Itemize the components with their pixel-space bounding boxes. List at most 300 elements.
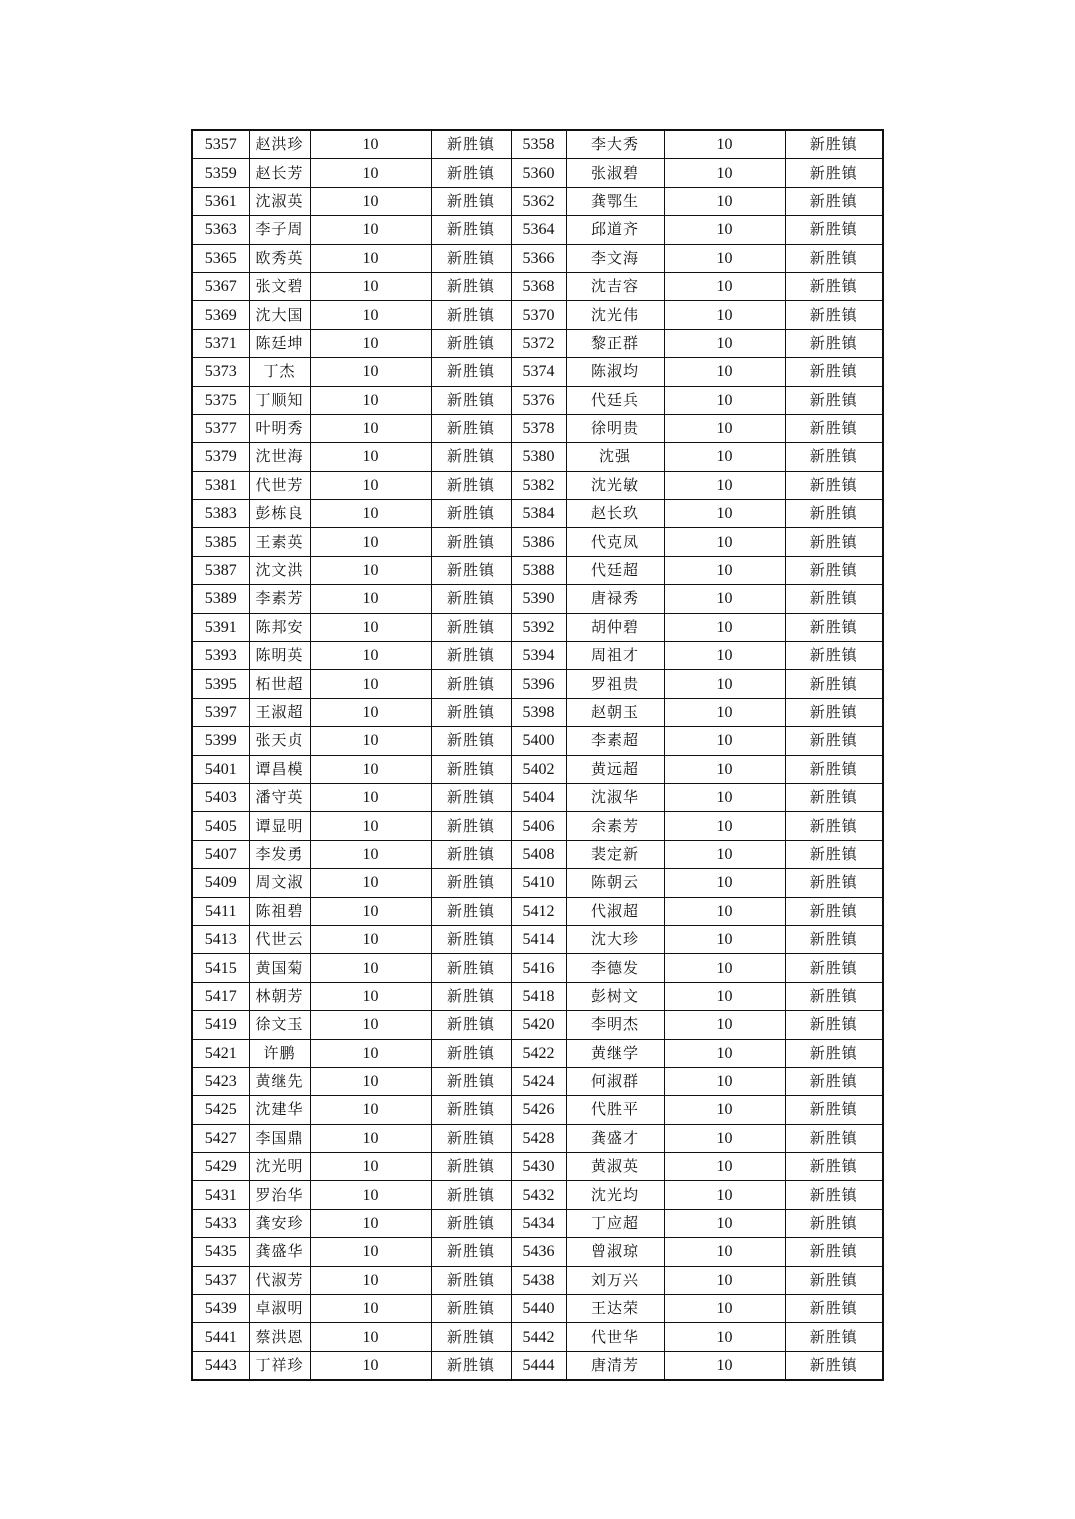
amount-cell: 10 xyxy=(310,471,431,499)
record-id-cell: 5403 xyxy=(192,783,249,811)
table-row xyxy=(192,556,883,584)
town-name-cell: 新胜镇 xyxy=(785,727,883,755)
record-id-cell: 5421 xyxy=(192,1039,249,1067)
town-name-cell: 新胜镇 xyxy=(431,698,511,726)
record-id-cell: 5442 xyxy=(511,1323,566,1351)
person-name-cell: 何淑群 xyxy=(566,1067,664,1095)
amount-cell: 10 xyxy=(664,755,785,783)
amount-cell: 10 xyxy=(664,272,785,300)
amount-cell: 10 xyxy=(664,301,785,329)
person-name-cell: 陈祖碧 xyxy=(249,897,310,925)
record-id-cell: 5423 xyxy=(192,1067,249,1095)
table-row xyxy=(192,1181,883,1209)
town-name-cell: 新胜镇 xyxy=(431,386,511,414)
person-name-cell: 余素芳 xyxy=(566,812,664,840)
person-name-cell: 王达荣 xyxy=(566,1295,664,1323)
town-name-cell: 新胜镇 xyxy=(431,443,511,471)
town-name-cell: 新胜镇 xyxy=(431,783,511,811)
town-name-cell: 新胜镇 xyxy=(431,1295,511,1323)
amount-cell: 10 xyxy=(664,1209,785,1237)
town-name-cell: 新胜镇 xyxy=(431,1238,511,1266)
roster-table xyxy=(191,129,884,1381)
person-name-cell: 欧秀英 xyxy=(249,244,310,272)
person-name-cell: 代淑超 xyxy=(566,897,664,925)
record-id-cell: 5390 xyxy=(511,585,566,613)
amount-cell: 10 xyxy=(310,642,431,670)
amount-cell: 10 xyxy=(310,272,431,300)
person-name-cell: 沈光均 xyxy=(566,1181,664,1209)
table-row xyxy=(192,954,883,982)
amount-cell: 10 xyxy=(664,187,785,215)
person-name-cell: 代廷兵 xyxy=(566,386,664,414)
record-id-cell: 5410 xyxy=(511,869,566,897)
person-name-cell: 李子周 xyxy=(249,216,310,244)
record-id-cell: 5396 xyxy=(511,670,566,698)
amount-cell: 10 xyxy=(310,1124,431,1152)
town-name-cell: 新胜镇 xyxy=(431,642,511,670)
record-id-cell: 5413 xyxy=(192,925,249,953)
amount-cell: 10 xyxy=(664,1096,785,1124)
table-row xyxy=(192,130,883,159)
record-id-cell: 5392 xyxy=(511,613,566,641)
town-name-cell: 新胜镇 xyxy=(785,1124,883,1152)
record-id-cell: 5399 xyxy=(192,727,249,755)
person-name-cell: 罗祖贵 xyxy=(566,670,664,698)
amount-cell: 10 xyxy=(664,244,785,272)
record-id-cell: 5361 xyxy=(192,187,249,215)
town-name-cell: 新胜镇 xyxy=(431,897,511,925)
record-id-cell: 5424 xyxy=(511,1067,566,1095)
person-name-cell: 代世华 xyxy=(566,1323,664,1351)
amount-cell: 10 xyxy=(310,698,431,726)
record-id-cell: 5371 xyxy=(192,329,249,357)
amount-cell: 10 xyxy=(664,1011,785,1039)
table-row xyxy=(192,1238,883,1266)
amount-cell: 10 xyxy=(664,1124,785,1152)
person-name-cell: 沈光伟 xyxy=(566,301,664,329)
record-id-cell: 5386 xyxy=(511,528,566,556)
amount-cell: 10 xyxy=(664,414,785,442)
amount-cell: 10 xyxy=(664,528,785,556)
amount-cell: 10 xyxy=(664,1238,785,1266)
amount-cell: 10 xyxy=(664,556,785,584)
town-name-cell: 新胜镇 xyxy=(431,585,511,613)
town-name-cell: 新胜镇 xyxy=(431,670,511,698)
amount-cell: 10 xyxy=(664,727,785,755)
record-id-cell: 5398 xyxy=(511,698,566,726)
amount-cell: 10 xyxy=(310,869,431,897)
table-row xyxy=(192,783,883,811)
town-name-cell: 新胜镇 xyxy=(431,528,511,556)
record-id-cell: 5359 xyxy=(192,159,249,187)
person-name-cell: 沈光明 xyxy=(249,1153,310,1181)
amount-cell: 10 xyxy=(664,358,785,386)
town-name-cell: 新胜镇 xyxy=(431,925,511,953)
town-name-cell: 新胜镇 xyxy=(785,670,883,698)
town-name-cell: 新胜镇 xyxy=(431,1039,511,1067)
town-name-cell: 新胜镇 xyxy=(785,1039,883,1067)
table-row xyxy=(192,1039,883,1067)
amount-cell: 10 xyxy=(664,642,785,670)
town-name-cell: 新胜镇 xyxy=(431,1011,511,1039)
amount-cell: 10 xyxy=(664,1153,785,1181)
person-name-cell: 沈建华 xyxy=(249,1096,310,1124)
town-name-cell: 新胜镇 xyxy=(431,159,511,187)
person-name-cell: 沈强 xyxy=(566,443,664,471)
town-name-cell: 新胜镇 xyxy=(785,755,883,783)
table-row xyxy=(192,840,883,868)
record-id-cell: 5408 xyxy=(511,840,566,868)
town-name-cell: 新胜镇 xyxy=(785,358,883,386)
record-id-cell: 5368 xyxy=(511,272,566,300)
record-id-cell: 5443 xyxy=(192,1351,249,1380)
person-name-cell: 黄继先 xyxy=(249,1067,310,1095)
person-name-cell: 沈大珍 xyxy=(566,925,664,953)
amount-cell: 10 xyxy=(310,1351,431,1380)
person-name-cell: 代胜平 xyxy=(566,1096,664,1124)
amount-cell: 10 xyxy=(664,812,785,840)
table-row xyxy=(192,585,883,613)
person-name-cell: 李素芳 xyxy=(249,585,310,613)
amount-cell: 10 xyxy=(664,1039,785,1067)
record-id-cell: 5382 xyxy=(511,471,566,499)
amount-cell: 10 xyxy=(664,471,785,499)
town-name-cell: 新胜镇 xyxy=(785,982,883,1010)
person-name-cell: 赵长芳 xyxy=(249,159,310,187)
town-name-cell: 新胜镇 xyxy=(431,982,511,1010)
record-id-cell: 5374 xyxy=(511,358,566,386)
table-row xyxy=(192,698,883,726)
person-name-cell: 黎正群 xyxy=(566,329,664,357)
record-id-cell: 5375 xyxy=(192,386,249,414)
person-name-cell: 许鹏 xyxy=(249,1039,310,1067)
town-name-cell: 新胜镇 xyxy=(431,954,511,982)
person-name-cell: 沈淑英 xyxy=(249,187,310,215)
town-name-cell: 新胜镇 xyxy=(431,500,511,528)
table-row xyxy=(192,897,883,925)
amount-cell: 10 xyxy=(664,159,785,187)
table-row xyxy=(192,869,883,897)
record-id-cell: 5441 xyxy=(192,1323,249,1351)
town-name-cell: 新胜镇 xyxy=(431,1067,511,1095)
person-name-cell: 谭显明 xyxy=(249,812,310,840)
person-name-cell: 代世云 xyxy=(249,925,310,953)
person-name-cell: 陈廷坤 xyxy=(249,329,310,357)
amount-cell: 10 xyxy=(310,386,431,414)
amount-cell: 10 xyxy=(310,982,431,1010)
amount-cell: 10 xyxy=(664,670,785,698)
person-name-cell: 唐清芳 xyxy=(566,1351,664,1380)
person-name-cell: 张文碧 xyxy=(249,272,310,300)
amount-cell: 10 xyxy=(310,528,431,556)
town-name-cell: 新胜镇 xyxy=(785,1295,883,1323)
amount-cell: 10 xyxy=(664,216,785,244)
town-name-cell: 新胜镇 xyxy=(785,386,883,414)
amount-cell: 10 xyxy=(664,613,785,641)
person-name-cell: 裴定新 xyxy=(566,840,664,868)
town-name-cell: 新胜镇 xyxy=(785,1209,883,1237)
record-id-cell: 5388 xyxy=(511,556,566,584)
record-id-cell: 5389 xyxy=(192,585,249,613)
town-name-cell: 新胜镇 xyxy=(785,159,883,187)
person-name-cell: 叶明秀 xyxy=(249,414,310,442)
table-row xyxy=(192,812,883,840)
amount-cell: 10 xyxy=(664,1323,785,1351)
amount-cell: 10 xyxy=(664,897,785,925)
record-id-cell: 5425 xyxy=(192,1096,249,1124)
town-name-cell: 新胜镇 xyxy=(785,471,883,499)
amount-cell: 10 xyxy=(310,1238,431,1266)
person-name-cell: 沈世海 xyxy=(249,443,310,471)
town-name-cell: 新胜镇 xyxy=(431,1181,511,1209)
town-name-cell: 新胜镇 xyxy=(785,840,883,868)
record-id-cell: 5432 xyxy=(511,1181,566,1209)
person-name-cell: 唐禄秀 xyxy=(566,585,664,613)
amount-cell: 10 xyxy=(664,329,785,357)
amount-cell: 10 xyxy=(310,1266,431,1294)
person-name-cell: 黄淑英 xyxy=(566,1153,664,1181)
person-name-cell: 龚安珍 xyxy=(249,1209,310,1237)
town-name-cell: 新胜镇 xyxy=(785,613,883,641)
amount-cell: 10 xyxy=(664,954,785,982)
record-id-cell: 5369 xyxy=(192,301,249,329)
record-id-cell: 5439 xyxy=(192,1295,249,1323)
person-name-cell: 彭树文 xyxy=(566,982,664,1010)
town-name-cell: 新胜镇 xyxy=(785,528,883,556)
person-name-cell: 沈淑华 xyxy=(566,783,664,811)
town-name-cell: 新胜镇 xyxy=(785,642,883,670)
record-id-cell: 5433 xyxy=(192,1209,249,1237)
amount-cell: 10 xyxy=(664,443,785,471)
person-name-cell: 李发勇 xyxy=(249,840,310,868)
record-id-cell: 5366 xyxy=(511,244,566,272)
amount-cell: 10 xyxy=(664,1351,785,1380)
town-name-cell: 新胜镇 xyxy=(431,329,511,357)
town-name-cell: 新胜镇 xyxy=(431,216,511,244)
record-id-cell: 5407 xyxy=(192,840,249,868)
table-row xyxy=(192,272,883,300)
amount-cell: 10 xyxy=(310,670,431,698)
person-name-cell: 黄继学 xyxy=(566,1039,664,1067)
amount-cell: 10 xyxy=(310,727,431,755)
record-id-cell: 5422 xyxy=(511,1039,566,1067)
table-row xyxy=(192,500,883,528)
amount-cell: 10 xyxy=(310,755,431,783)
town-name-cell: 新胜镇 xyxy=(431,727,511,755)
record-id-cell: 5429 xyxy=(192,1153,249,1181)
person-name-cell: 沈大国 xyxy=(249,301,310,329)
record-id-cell: 5395 xyxy=(192,670,249,698)
record-id-cell: 5362 xyxy=(511,187,566,215)
record-id-cell: 5393 xyxy=(192,642,249,670)
amount-cell: 10 xyxy=(310,187,431,215)
town-name-cell: 新胜镇 xyxy=(785,812,883,840)
table-row xyxy=(192,642,883,670)
person-name-cell: 龚盛华 xyxy=(249,1238,310,1266)
table-row xyxy=(192,1124,883,1152)
town-name-cell: 新胜镇 xyxy=(431,840,511,868)
town-name-cell: 新胜镇 xyxy=(785,925,883,953)
record-id-cell: 5380 xyxy=(511,443,566,471)
person-name-cell: 徐文玉 xyxy=(249,1011,310,1039)
town-name-cell: 新胜镇 xyxy=(431,1323,511,1351)
person-name-cell: 黄国菊 xyxy=(249,954,310,982)
record-id-cell: 5416 xyxy=(511,954,566,982)
record-id-cell: 5417 xyxy=(192,982,249,1010)
table-row xyxy=(192,216,883,244)
record-id-cell: 5402 xyxy=(511,755,566,783)
amount-cell: 10 xyxy=(664,585,785,613)
record-id-cell: 5431 xyxy=(192,1181,249,1209)
table-row xyxy=(192,471,883,499)
table-row xyxy=(192,443,883,471)
town-name-cell: 新胜镇 xyxy=(431,130,511,159)
record-id-cell: 5437 xyxy=(192,1266,249,1294)
record-id-cell: 5357 xyxy=(192,130,249,159)
record-id-cell: 5412 xyxy=(511,897,566,925)
record-id-cell: 5377 xyxy=(192,414,249,442)
record-id-cell: 5411 xyxy=(192,897,249,925)
person-name-cell: 李明杰 xyxy=(566,1011,664,1039)
person-name-cell: 代克凤 xyxy=(566,528,664,556)
record-id-cell: 5436 xyxy=(511,1238,566,1266)
person-name-cell: 龚鄂生 xyxy=(566,187,664,215)
town-name-cell: 新胜镇 xyxy=(431,358,511,386)
town-name-cell: 新胜镇 xyxy=(431,272,511,300)
table-row xyxy=(192,1266,883,1294)
person-name-cell: 邱道齐 xyxy=(566,216,664,244)
record-id-cell: 5400 xyxy=(511,727,566,755)
record-id-cell: 5367 xyxy=(192,272,249,300)
amount-cell: 10 xyxy=(664,783,785,811)
amount-cell: 10 xyxy=(310,897,431,925)
record-id-cell: 5430 xyxy=(511,1153,566,1181)
record-id-cell: 5405 xyxy=(192,812,249,840)
amount-cell: 10 xyxy=(664,869,785,897)
person-name-cell: 刘万兴 xyxy=(566,1266,664,1294)
town-name-cell: 新胜镇 xyxy=(431,1266,511,1294)
amount-cell: 10 xyxy=(310,1209,431,1237)
town-name-cell: 新胜镇 xyxy=(785,1181,883,1209)
amount-cell: 10 xyxy=(310,1039,431,1067)
record-id-cell: 5406 xyxy=(511,812,566,840)
amount-cell: 10 xyxy=(310,840,431,868)
amount-cell: 10 xyxy=(664,500,785,528)
record-id-cell: 5376 xyxy=(511,386,566,414)
roster-body xyxy=(192,130,883,1380)
record-id-cell: 5381 xyxy=(192,471,249,499)
person-name-cell: 沈光敏 xyxy=(566,471,664,499)
person-name-cell: 张淑碧 xyxy=(566,159,664,187)
table-row xyxy=(192,727,883,755)
record-id-cell: 5384 xyxy=(511,500,566,528)
town-name-cell: 新胜镇 xyxy=(431,1351,511,1380)
person-name-cell: 代廷超 xyxy=(566,556,664,584)
person-name-cell: 赵长玖 xyxy=(566,500,664,528)
table-row xyxy=(192,1153,883,1181)
person-name-cell: 陈邦安 xyxy=(249,613,310,641)
table-row xyxy=(192,982,883,1010)
town-name-cell: 新胜镇 xyxy=(431,414,511,442)
town-name-cell: 新胜镇 xyxy=(785,1011,883,1039)
record-id-cell: 5428 xyxy=(511,1124,566,1152)
person-name-cell: 赵洪珍 xyxy=(249,130,310,159)
town-name-cell: 新胜镇 xyxy=(785,329,883,357)
record-id-cell: 5372 xyxy=(511,329,566,357)
person-name-cell: 沈文洪 xyxy=(249,556,310,584)
town-name-cell: 新胜镇 xyxy=(431,869,511,897)
table-row xyxy=(192,187,883,215)
town-name-cell: 新胜镇 xyxy=(785,783,883,811)
record-id-cell: 5385 xyxy=(192,528,249,556)
record-id-cell: 5418 xyxy=(511,982,566,1010)
town-name-cell: 新胜镇 xyxy=(431,301,511,329)
record-id-cell: 5414 xyxy=(511,925,566,953)
person-name-cell: 林朝芳 xyxy=(249,982,310,1010)
amount-cell: 10 xyxy=(310,216,431,244)
town-name-cell: 新胜镇 xyxy=(785,954,883,982)
person-name-cell: 彭栋良 xyxy=(249,500,310,528)
town-name-cell: 新胜镇 xyxy=(785,216,883,244)
town-name-cell: 新胜镇 xyxy=(431,1124,511,1152)
town-name-cell: 新胜镇 xyxy=(785,869,883,897)
town-name-cell: 新胜镇 xyxy=(785,1153,883,1181)
person-name-cell: 丁祥珍 xyxy=(249,1351,310,1380)
table-row xyxy=(192,1351,883,1380)
person-name-cell: 黄远超 xyxy=(566,755,664,783)
amount-cell: 10 xyxy=(310,1295,431,1323)
person-name-cell: 陈明英 xyxy=(249,642,310,670)
amount-cell: 10 xyxy=(310,443,431,471)
record-id-cell: 5404 xyxy=(511,783,566,811)
town-name-cell: 新胜镇 xyxy=(785,500,883,528)
amount-cell: 10 xyxy=(310,613,431,641)
person-name-cell: 代淑芳 xyxy=(249,1266,310,1294)
person-name-cell: 徐明贵 xyxy=(566,414,664,442)
town-name-cell: 新胜镇 xyxy=(785,1096,883,1124)
amount-cell: 10 xyxy=(310,130,431,159)
record-id-cell: 5373 xyxy=(192,358,249,386)
town-name-cell: 新胜镇 xyxy=(785,698,883,726)
record-id-cell: 5434 xyxy=(511,1209,566,1237)
amount-cell: 10 xyxy=(310,358,431,386)
record-id-cell: 5438 xyxy=(511,1266,566,1294)
amount-cell: 10 xyxy=(664,386,785,414)
amount-cell: 10 xyxy=(310,1323,431,1351)
town-name-cell: 新胜镇 xyxy=(785,187,883,215)
record-id-cell: 5394 xyxy=(511,642,566,670)
table-row xyxy=(192,414,883,442)
amount-cell: 10 xyxy=(664,1067,785,1095)
person-name-cell: 沈吉容 xyxy=(566,272,664,300)
amount-cell: 10 xyxy=(664,1295,785,1323)
person-name-cell: 陈朝云 xyxy=(566,869,664,897)
table-row xyxy=(192,755,883,783)
amount-cell: 10 xyxy=(310,329,431,357)
record-id-cell: 5364 xyxy=(511,216,566,244)
person-name-cell: 蔡洪恩 xyxy=(249,1323,310,1351)
record-id-cell: 5415 xyxy=(192,954,249,982)
record-id-cell: 5409 xyxy=(192,869,249,897)
person-name-cell: 柘世超 xyxy=(249,670,310,698)
town-name-cell: 新胜镇 xyxy=(785,443,883,471)
town-name-cell: 新胜镇 xyxy=(785,272,883,300)
town-name-cell: 新胜镇 xyxy=(785,1351,883,1380)
table-row xyxy=(192,244,883,272)
person-name-cell: 周祖才 xyxy=(566,642,664,670)
person-name-cell: 李国鼎 xyxy=(249,1124,310,1152)
amount-cell: 10 xyxy=(310,159,431,187)
